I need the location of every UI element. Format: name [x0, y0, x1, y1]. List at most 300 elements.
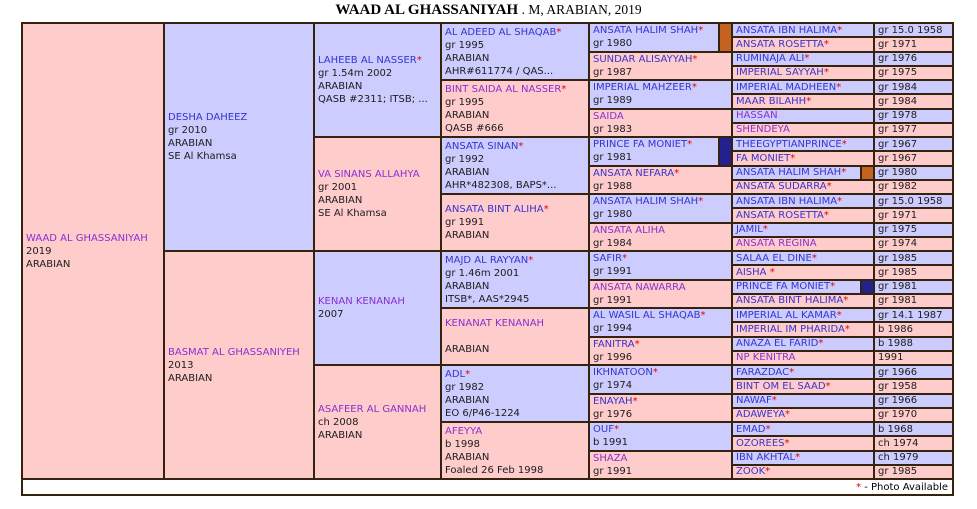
horse-year: gr 1991: [593, 465, 633, 477]
horse-detail-line: gr 1992: [445, 153, 485, 165]
horse-name-link[interactable]: BASMAT AL GHASSANIYEH: [168, 346, 300, 358]
pedigree-cell: [733, 224, 875, 238]
pedigree-year-cell: [875, 252, 954, 266]
photo-available-star: *: [825, 380, 831, 392]
photo-available-star: *: [823, 67, 829, 79]
horse-year: gr 1978: [878, 110, 918, 122]
horse-name-link[interactable]: SAFIR: [593, 253, 623, 265]
horse-name-link[interactable]: SALAA EL DINE: [736, 252, 812, 264]
horse-name-line: [593, 309, 729, 322]
pedigree-year-cell: [875, 110, 954, 124]
horse-name-link[interactable]: ANSATA ROSETTA: [736, 209, 824, 221]
horse-detail-line: ARABIAN: [26, 258, 71, 270]
horse-name-link[interactable]: ANSATA ALIHA: [593, 224, 665, 236]
photo-available-star: *: [561, 83, 567, 95]
photo-available-star: *: [789, 366, 795, 378]
horse-name-link[interactable]: MAJD AL RAYYAN: [445, 254, 529, 266]
horse-name-link[interactable]: ANSATA SUDARRA: [736, 181, 827, 193]
horse-detail-line: AHR#611774 / QAS...: [445, 65, 554, 77]
horse-name-link[interactable]: HASSAN: [736, 110, 778, 122]
pedigree-cell: [590, 195, 733, 224]
pedigree-year-cell: [875, 53, 954, 67]
horse-name-link[interactable]: SHENDEYA: [736, 124, 790, 136]
horse-detail-line: SE Al Khamsa: [318, 208, 387, 219]
photo-available-star: *: [806, 95, 812, 107]
horse-name-link[interactable]: ANSATA BINT ALIHA: [445, 204, 544, 215]
pedigree-horse-subtitle: . M, ARABIAN, 2019: [518, 2, 642, 17]
horse-detail-line: 2019: [26, 245, 52, 257]
photo-available-star: *: [416, 55, 422, 66]
horse-name-line: [593, 452, 729, 465]
horse-name-line: [736, 238, 871, 249]
horse-year: gr 1975: [878, 224, 918, 236]
horse-name-link[interactable]: IBN AKHTAL: [736, 452, 796, 464]
pedigree-cell: [733, 281, 875, 295]
horse-detail-line: ARABIAN: [445, 52, 490, 64]
horse-year: gr 1984: [878, 81, 918, 93]
pedigree-cell: [733, 67, 875, 81]
pedigree-year-cell: [875, 352, 954, 366]
pedigree-horse-title: WAAD AL GHASSANIYAH: [335, 2, 519, 18]
horse-name-line: [736, 310, 871, 321]
photo-available-star: *: [622, 253, 628, 265]
photo-available-star: *: [632, 395, 638, 407]
pedigree-cell: [733, 238, 875, 252]
horse-year: gr 1970: [878, 409, 918, 421]
pedigree-year-cell: [875, 437, 954, 451]
horse-detail-line: gr 1982: [445, 381, 485, 393]
horse-name-link[interactable]: IMPERIAL IM PHARIDA: [736, 323, 845, 335]
horse-name-link[interactable]: ANSATA REGINA: [736, 238, 817, 250]
photo-available-star: *: [765, 466, 771, 478]
horse-name-line: [736, 153, 871, 164]
horse-name-link[interactable]: AFEYYA: [445, 425, 483, 437]
pedigree-cell: [733, 95, 875, 109]
horse-name-link[interactable]: FA MONIET: [736, 152, 791, 164]
horse-name-line: [593, 395, 729, 408]
horse-detail-line: ARABIAN: [168, 372, 213, 384]
horse-name-link[interactable]: DESHA DAHEEZ: [168, 112, 248, 123]
horse-name-line: [318, 168, 438, 181]
horse-name-link[interactable]: FARAZDAC: [736, 366, 790, 378]
horse-year: gr 1974: [593, 380, 633, 392]
horse-name-link[interactable]: IMPERIAL MAHZEER: [593, 82, 692, 94]
horse-detail-line: gr 1995: [445, 96, 485, 108]
horse-name-link[interactable]: ENAYAH: [593, 395, 633, 407]
photo-available-star: *: [844, 323, 850, 335]
horse-name-link[interactable]: RUMINAJA ALI: [736, 53, 805, 65]
pedigree-year-cell: [875, 323, 954, 337]
horse-detail-line: gr 1991: [445, 217, 485, 228]
horse-year: gr 1984: [593, 237, 633, 249]
horse-detail-line: ch 2008: [318, 416, 359, 428]
pedigree-cell: [315, 366, 442, 480]
horse-year: gr 1989: [593, 95, 633, 107]
horse-detail-line: gr 2010: [168, 125, 208, 136]
pedigree-cell: [590, 423, 733, 452]
photo-available-star: *: [795, 452, 801, 464]
horse-name-link[interactable]: ANAZA EL FARID: [736, 338, 819, 350]
pedigree-cell: [442, 138, 590, 195]
horse-name-line: [593, 224, 729, 237]
pedigree-year-cell: [875, 238, 954, 252]
horse-year: gr 15.0 1958: [878, 195, 943, 207]
horse-name-link[interactable]: ANSATA HALIM SHAH: [736, 167, 842, 179]
pedigree-cell: [442, 24, 590, 81]
duplicate-ancestor-marker-icon: [860, 167, 873, 179]
horse-name-link[interactable]: SUNDAR ALISAYYAH: [593, 53, 693, 65]
photo-available-star: *: [784, 437, 790, 449]
horse-year: b 1988: [878, 338, 913, 350]
pedigree-year-cell: [875, 295, 954, 309]
photo-available-note: - Photo Available: [861, 481, 948, 493]
horse-year: gr 1976: [878, 53, 918, 65]
pedigree-cell: [165, 252, 315, 480]
horse-name-line: [736, 96, 871, 107]
photo-available-star: *: [634, 338, 640, 350]
pedigree-cell: [590, 338, 733, 367]
horse-name-link[interactable]: ANSATA HALIM SHAH: [593, 25, 699, 37]
horse-year: b 1968: [878, 423, 913, 435]
horse-name-line: [736, 167, 871, 178]
pedigree-year-cell: [875, 195, 954, 209]
horse-year: gr 1967: [878, 152, 918, 164]
horse-year: gr 1971: [878, 38, 918, 50]
horse-name-link[interactable]: AISHA: [736, 266, 770, 278]
photo-available-star: *: [843, 295, 849, 307]
horse-detail-line: EO 6/P46-1224: [445, 407, 520, 419]
photo-available-star: *: [528, 254, 534, 266]
horse-name-line: [736, 424, 871, 435]
horse-name-line: [593, 195, 729, 208]
horse-name-line: [593, 138, 729, 151]
horse-name-line: [736, 82, 871, 93]
horse-year: gr 1994: [593, 323, 633, 335]
pedigree-cell: [590, 81, 733, 110]
horse-name-line: [593, 81, 729, 94]
horse-name-line: [736, 139, 871, 150]
horse-detail-line: gr 2001: [318, 182, 358, 193]
horse-year: gr 1985: [878, 266, 918, 278]
horse-detail-line: b 1998: [445, 438, 480, 450]
pedigree-cell: [442, 309, 590, 366]
horse-detail-line: ARABIAN: [445, 451, 490, 463]
horse-name-link[interactable]: SHAZA: [593, 452, 628, 464]
horse-name-link[interactable]: IKHNATOON: [593, 367, 653, 379]
horse-name-line: [593, 53, 729, 66]
photo-available-star: *: [841, 138, 847, 150]
pedigree-year-cell: [875, 181, 954, 195]
horse-name-link[interactable]: LAHEEB AL NASSER: [318, 55, 417, 66]
pedigree-cell: [590, 366, 733, 395]
horse-name-line: [445, 368, 586, 381]
photo-available-star: *: [771, 395, 777, 407]
horse-detail-line: [445, 330, 586, 343]
horse-name-link[interactable]: AL WASIL AL SHAQAB: [593, 310, 701, 322]
pedigree-year-cell: [875, 152, 954, 166]
horse-name-link[interactable]: ANSATA NEFARA: [593, 167, 675, 179]
horse-name-link[interactable]: JAMIL: [736, 224, 763, 236]
horse-detail-line: QASB #666: [445, 122, 504, 134]
pedigree-year-cell: [875, 124, 954, 138]
pedigree-cell: [733, 466, 875, 480]
pedigree-year-cell: [875, 67, 954, 81]
horse-name-link[interactable]: ADAWEYA: [736, 409, 786, 421]
horse-detail-line: 2007: [318, 309, 344, 320]
horse-name-line: [736, 124, 871, 135]
horse-name-line: [736, 381, 871, 392]
horse-name-line: [318, 54, 438, 67]
horse-name-line: [736, 367, 871, 378]
photo-available-star: *: [823, 209, 829, 221]
horse-year: 1991: [878, 352, 904, 364]
horse-name-line: [593, 110, 729, 123]
horse-detail-line: QASB #2311; ITSB; ...: [318, 94, 428, 105]
pedigree-year-cell: [875, 138, 954, 152]
horse-detail-line: AHR*482308, BAPS*...: [445, 179, 557, 191]
horse-name-link[interactable]: ANSATA BINT HALIMA: [736, 295, 844, 307]
pedigree-cell: [733, 437, 875, 451]
horse-name-link[interactable]: BINT OM EL SAAD: [736, 380, 826, 392]
horse-name-link[interactable]: KENAN KENANAH: [318, 296, 405, 307]
horse-name-link[interactable]: IMPERIAL AL KAMAR: [736, 309, 837, 321]
horse-name-line: [736, 295, 871, 306]
horse-name-link[interactable]: ADL: [445, 368, 466, 380]
horse-year: gr 1966: [878, 395, 918, 407]
pedigree-cell: [733, 81, 875, 95]
horse-name-line: [736, 224, 871, 235]
photo-available-star: *: [826, 181, 832, 193]
pedigree-cell: [590, 24, 733, 53]
horse-year: gr 1982: [878, 181, 918, 193]
photo-available-star: *: [652, 367, 658, 379]
horse-name-link[interactable]: ZOOK: [736, 466, 766, 478]
duplicate-ancestor-marker-icon: [860, 281, 873, 293]
horse-year: gr 1980: [593, 38, 633, 50]
pedigree-cell: [590, 252, 733, 281]
photo-available-star: *: [811, 252, 817, 264]
pedigree-year-cell: [875, 266, 954, 280]
photo-available-star: *: [691, 82, 697, 94]
pedigree-year-cell: [875, 95, 954, 109]
horse-name-line: [593, 338, 729, 351]
photo-available-star: *: [790, 152, 796, 164]
horse-name-line: [593, 281, 729, 294]
horse-name-line: [736, 39, 871, 50]
horse-name-line: [736, 466, 871, 477]
pedigree-cell: [733, 409, 875, 423]
horse-name-link[interactable]: WAAD AL GHASSANIYAH: [26, 232, 148, 244]
pedigree-year-cell: [875, 81, 954, 95]
photo-available-star: *: [836, 309, 842, 321]
horse-year: gr 1967: [878, 138, 918, 150]
pedigree-cell: [442, 423, 590, 480]
pedigree-cell: [733, 452, 875, 466]
horse-year: gr 1976: [593, 408, 633, 420]
horse-year: b 1986: [878, 323, 913, 335]
horse-name-link[interactable]: ASAFEER AL GANNAH: [318, 403, 427, 415]
horse-name-link[interactable]: ANSATA IBN HALIMA: [736, 24, 838, 36]
pedigree-year-cell: [875, 395, 954, 409]
pedigree-cell: [590, 53, 733, 82]
horse-name-link[interactable]: PRINCE FA MONIET: [736, 281, 831, 293]
pedigree-cell-root: [23, 24, 165, 480]
horse-year: gr 1991: [593, 266, 633, 278]
horse-name-link[interactable]: EMAD: [736, 423, 766, 435]
horse-name-link[interactable]: ANSATA SINAN: [445, 140, 519, 152]
horse-name-line: [736, 281, 871, 292]
horse-detail-line: ARABIAN: [318, 195, 363, 206]
horse-detail-line: ARABIAN: [318, 429, 363, 441]
horse-detail-line: ARABIAN: [445, 394, 490, 406]
horse-year: gr 1987: [593, 66, 633, 78]
photo-available-star: *: [692, 53, 698, 65]
horse-year: gr 1985: [878, 466, 918, 478]
horse-name-line: [445, 203, 586, 216]
horse-name-link[interactable]: BINT SAIDA AL NASSER: [445, 83, 562, 95]
horse-name-link[interactable]: THEEGYPTIANPRINCE: [736, 138, 842, 150]
horse-name-line: [736, 67, 871, 78]
pedigree-cell: [590, 224, 733, 253]
horse-name-link[interactable]: MAAR BILAHH: [736, 95, 807, 107]
horse-name-line: [736, 338, 871, 349]
horse-year: gr 1985: [878, 252, 918, 264]
pedigree-cell: [733, 309, 875, 323]
horse-name-link[interactable]: SAIDA: [593, 110, 624, 122]
photo-available-star: *: [556, 26, 562, 38]
horse-detail-line: ARABIAN: [168, 138, 213, 149]
pedigree-cell: [733, 395, 875, 409]
pedigree-year-cell: [875, 338, 954, 352]
pedigree-year-cell: [875, 209, 954, 223]
pedigree-table: [21, 22, 954, 496]
pedigree-cell: [733, 138, 875, 152]
pedigree-cell: [442, 252, 590, 309]
horse-name-link[interactable]: IMPERIAL SAYYAH: [736, 67, 824, 79]
pedigree-cell: [733, 53, 875, 67]
horse-name-line: [736, 395, 871, 406]
horse-name-link[interactable]: NAWAF: [736, 395, 772, 407]
horse-year: gr 1996: [593, 351, 633, 363]
pedigree-cell: [733, 209, 875, 223]
horse-name-link[interactable]: VA SINANS ALLAHYA: [318, 169, 420, 180]
photo-available-star: *: [856, 481, 862, 493]
pedigree-cell: [733, 110, 875, 124]
pedigree-cell: [165, 24, 315, 252]
horse-name-link[interactable]: AL ADEED AL SHAQAB: [445, 26, 557, 38]
horse-detail-line: gr 1.54m 2002: [318, 68, 393, 79]
horse-name-line: [736, 352, 871, 363]
pedigree-cell: [733, 124, 875, 138]
pedigree-cell: [590, 110, 733, 139]
horse-name-line: [736, 267, 871, 278]
pedigree-cell: [315, 24, 442, 138]
horse-detail-line: ARABIAN: [445, 166, 490, 178]
photo-available-star: *: [769, 266, 775, 278]
horse-year: b 1991: [593, 437, 628, 449]
horse-detail-line: ARABIAN: [318, 81, 363, 92]
photo-available-star: *: [762, 224, 768, 236]
photo-available-star: *: [518, 140, 524, 152]
horse-name-line: [168, 111, 311, 124]
horse-name-line: [736, 452, 871, 463]
pedigree-cell: [733, 338, 875, 352]
horse-year: gr 1980: [878, 167, 918, 179]
horse-name-line: [736, 438, 871, 449]
horse-name-link[interactable]: NP KENITRA: [736, 352, 796, 364]
horse-name-line: [318, 403, 438, 416]
horse-name-line: [445, 140, 586, 153]
horse-year: gr 1981: [878, 281, 918, 293]
horse-name-link[interactable]: OUF: [593, 424, 614, 436]
photo-available-star: *: [830, 281, 836, 293]
horse-name-line: [736, 253, 871, 264]
horse-year: gr 1977: [878, 124, 918, 136]
pedigree-year-cell: [875, 24, 954, 38]
photo-available-star: *: [765, 423, 771, 435]
horse-name-link[interactable]: FANITRA: [593, 338, 635, 350]
horse-name-line: [736, 409, 871, 420]
horse-name-line: [168, 346, 311, 359]
horse-year: gr 1984: [878, 95, 918, 107]
horse-name-line: [593, 423, 729, 436]
pedigree-cell: [733, 380, 875, 394]
horse-year: gr 1983: [593, 123, 633, 135]
pedigree-year-cell: [875, 466, 954, 480]
horse-name-link[interactable]: IMPERIAL MADHEEN: [736, 81, 837, 93]
pedigree-cell: [733, 366, 875, 380]
pedigree-cell: [733, 295, 875, 309]
horse-name-link[interactable]: ANSATA HALIM SHAH: [593, 196, 699, 208]
pedigree-year-cell: [875, 423, 954, 437]
horse-name-link[interactable]: ANSATA ROSETTA: [736, 38, 824, 50]
horse-name-link[interactable]: ANSATA NAWARRA: [593, 281, 686, 293]
page-title: [0, 2, 977, 19]
horse-name-link[interactable]: PRINCE FA MONIET: [593, 139, 688, 151]
photo-available-star: *: [674, 167, 680, 179]
pedigree-cell: [590, 138, 733, 167]
horse-name-line: [736, 196, 871, 207]
photo-available-star: *: [823, 38, 829, 50]
pedigree-cell: [733, 167, 875, 181]
horse-detail-line: 2013: [168, 359, 194, 371]
horse-name-link[interactable]: ANSATA IBN HALIMA: [736, 195, 838, 207]
horse-year: gr 1966: [878, 366, 918, 378]
duplicate-ancestor-marker-icon: [718, 24, 731, 51]
pedigree-cell: [590, 281, 733, 310]
horse-detail-line: ITSB*, AAS*2945: [445, 293, 530, 305]
pedigree-cell: [442, 81, 590, 138]
horse-name-link[interactable]: KENANAT KENANAH: [445, 318, 545, 329]
horse-name-line: [445, 26, 586, 39]
horse-name-line: [26, 232, 161, 245]
pedigree-cell: [733, 152, 875, 166]
horse-year: gr 1981: [593, 152, 633, 164]
photo-available-star: *: [841, 167, 847, 179]
horse-detail-line: Foaled 26 Feb 1998: [445, 464, 544, 476]
photo-available-star: *: [837, 24, 843, 36]
pedigree-cell: [733, 252, 875, 266]
horse-year: ch 1979: [878, 452, 919, 464]
pedigree-cell: [733, 24, 875, 38]
horse-name-line: [736, 181, 871, 192]
horse-year: gr 1988: [593, 180, 633, 192]
pedigree-cell: [733, 38, 875, 52]
horse-name-link[interactable]: OZOREES: [736, 437, 785, 449]
pedigree-year-cell: [875, 224, 954, 238]
pedigree-cell: [590, 452, 733, 481]
pedigree-year-cell: [875, 452, 954, 466]
